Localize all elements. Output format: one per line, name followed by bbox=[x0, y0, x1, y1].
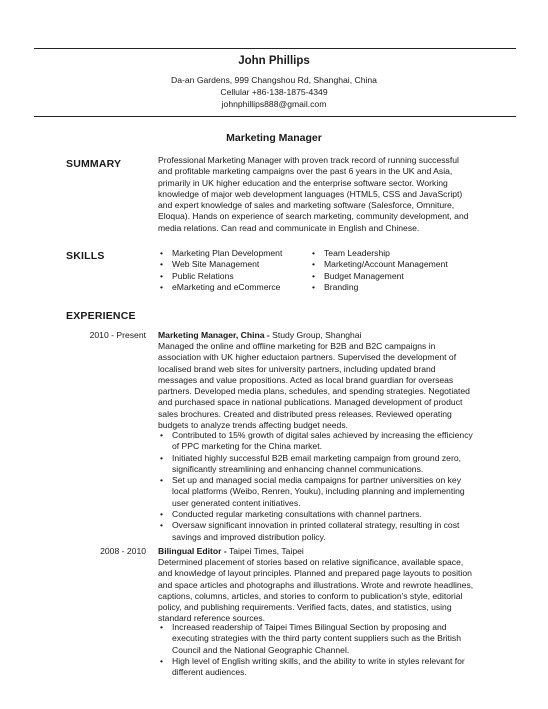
job-achievements bbox=[158, 430, 474, 543]
bullet-icon: • bbox=[160, 509, 164, 520]
list-item: • Contributed to 15% growth of digital sales achieved by increasing the efficiency of PPC marketing for the China market. bbox=[160, 430, 473, 452]
job-role bbox=[158, 330, 361, 340]
phone: Cellular +86-138-1875-4349 bbox=[220, 87, 328, 97]
job-achievements bbox=[158, 622, 474, 678]
bullet-icon: • bbox=[160, 520, 164, 531]
bullet-icon: • bbox=[160, 655, 164, 666]
list-item: • Team Leadership bbox=[312, 248, 390, 258]
bullet-icon: • bbox=[312, 270, 316, 281]
skills-list-left bbox=[158, 248, 308, 293]
bullet-icon: • bbox=[312, 259, 316, 270]
job-title: Marketing Manager bbox=[226, 132, 322, 144]
bullet-icon: • bbox=[160, 475, 164, 486]
top-rule bbox=[34, 48, 516, 49]
job-company: Taipei Times, Taipei bbox=[226, 546, 304, 556]
header-rule bbox=[34, 116, 516, 117]
bullet-icon: • bbox=[160, 281, 164, 292]
bullet-icon: • bbox=[160, 259, 164, 270]
experience-heading: EXPERIENCE bbox=[66, 310, 136, 322]
bullet-icon: • bbox=[160, 430, 164, 440]
job-description: Managed the online and offline marketing for B2B and B2C campaigns in association with UK higher eductaion partners. Supervised the development of localised brand web sites for university partners, including updated brand messages and value propositions. Acted as local brand guardian for overseas partners. Developed media plans, schedules, and spending strategies. Negotiated and purchased space in national publications. Managed development of product sales brochures. Created and distributed press releases. Reviewed operating budgets to analyze trends affecting budget needs. bbox=[158, 341, 470, 431]
bullet-icon: • bbox=[160, 452, 164, 463]
job-role-title: Bilingual Editor - bbox=[158, 546, 227, 556]
list-item: • Budget Management bbox=[312, 270, 404, 281]
address: Da-an Gardens, 999 Changshou Rd, Shanghai, China bbox=[171, 75, 377, 85]
job-description: Determined placement of stories based on relative significance, available space, and knowledge of layout principles. Planned and prepared page layouts to position and space articles and photographs and illustrations. Wrote and rewrote headlines, captions, columns, articles, and stories to conform to publication's style, editorial policy, and publishing requirements. Verified facts, dates, and statistics, using standard reference sources. bbox=[158, 557, 474, 624]
list-item: • Branding bbox=[312, 281, 359, 292]
list-item: • Marketing/Account Management bbox=[312, 259, 448, 270]
list-item: • Initiated highly successful B2B email marketing campaign from ground zero, significantly streamlining and enhancing channel communications. bbox=[160, 452, 461, 474]
skills-heading: SKILLS bbox=[66, 250, 105, 262]
list-item: • Web Site Management bbox=[160, 259, 260, 270]
list-item: • eMarketing and eCommerce bbox=[160, 281, 281, 292]
email: johnphillips888@gmail.com bbox=[221, 99, 327, 109]
summary-text: Professional Marketing Manager with proven track record of running successful and profitable marketing campaigns over the past 6 years in the UK and Asia, primarily in UK higher education and the enterprise software sector. Working knowledge of major web development languages (HTML5, CSS and JavaScript) and expert knowledge of sales and marketing software (Salesforce, Omniture, Eloqua). Hands on experience of search marketing, community development, and media relations. Can read and communicate in English and Chinese. bbox=[158, 155, 469, 233]
list-item: • Marketing Plan Development bbox=[160, 248, 283, 258]
list-item: • Public Relations bbox=[160, 270, 234, 281]
summary-heading: SUMMARY bbox=[66, 158, 122, 170]
list-item: • Increased readership of Taipei Times Bilingual Section by proposing and executing strategies with the third party content suppliers such as the British Council and the National Geographic Channel. bbox=[160, 622, 461, 655]
skills-list-right bbox=[310, 248, 470, 293]
job-company: Study Group, Shanghai bbox=[269, 330, 362, 340]
bullet-icon: • bbox=[160, 248, 164, 258]
list-item: • Set up and managed social media campaigns for partner universities on key local platforms (Weibo, Renren, Youku), including planning and implementing user generated content initiatives. bbox=[160, 475, 465, 508]
list-item: • High level of English writing skills, and the ability to write in styles relevant for different audiences. bbox=[160, 655, 465, 678]
job-role bbox=[158, 546, 304, 556]
candidate-name: John Phillips bbox=[238, 55, 310, 67]
bullet-icon: • bbox=[312, 248, 316, 258]
bullet-icon: • bbox=[160, 270, 164, 281]
job-dates: 2010 - Present bbox=[89, 330, 146, 340]
job-role-title: Marketing Manager, China - bbox=[158, 330, 270, 340]
bullet-icon: • bbox=[312, 281, 316, 292]
job-dates: 2008 - 2010 bbox=[100, 546, 146, 556]
bullet-icon: • bbox=[160, 622, 164, 632]
list-item: • Oversaw significant innovation in printed collateral strategy, resulting in cost savings and improved distribution policy. bbox=[160, 520, 460, 542]
list-item: • Conducted regular marketing consultations with channel partners. bbox=[160, 509, 422, 520]
